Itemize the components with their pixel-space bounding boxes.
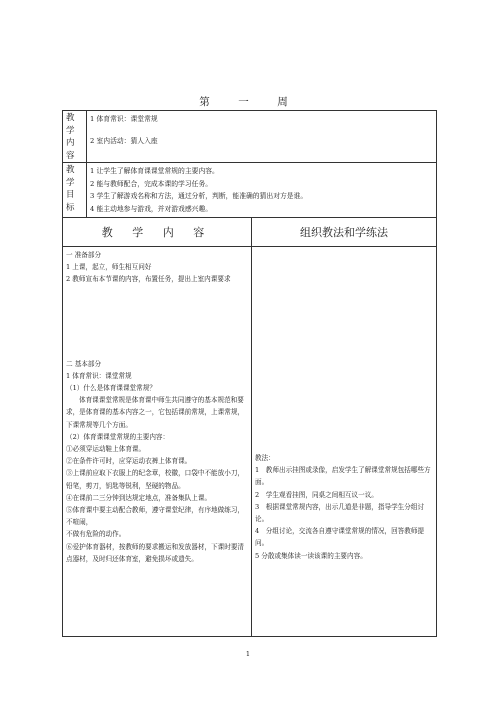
method-item: 2 学生观看挂图，同桌之间相互议一议。 [255, 490, 378, 499]
goal-content-cell [87, 163, 437, 218]
task-content-cell [87, 111, 437, 163]
task-label-cell [63, 111, 87, 163]
basic-title: 二 基本部分 [66, 359, 102, 368]
method-item: 1 教师出示挂图或录像，启发学生了解课堂常规包括哪些方面。 [255, 466, 431, 487]
rule-item: ④在课前二三分钟到达规定地点，准备集队上课。 [66, 493, 212, 502]
body-row [63, 247, 437, 637]
method-item: 3 根据课堂常规内容，出示几道是非题，指导学生分组讨论。 [255, 502, 425, 524]
prep-title: 一 准备部分 [66, 251, 102, 259]
page-title: 第 一 周 [199, 96, 297, 108]
prep-item: 2 教师宣布本节课的内容，布置任务，提出上室内课要求 [66, 275, 231, 284]
method-title: 教法： [255, 454, 275, 462]
task-line: 2 室内活动：猜人入座 [90, 136, 158, 145]
prep-item: 1 上课，起立，师生相互问好 [66, 263, 152, 272]
rule-item: ③上课前应取下衣服上的纪念章，校徽，口袋中不能放小刀，铅笔，剪刀，钥匙等锐利，坚硬的物品。 [66, 469, 245, 490]
rule-item: ②在条件许可时，应穿运动衣裤上体育课。 [66, 457, 192, 466]
rule-item: ①必须穿运动鞋上体育课。 [66, 445, 146, 454]
page-number: 1 [245, 650, 251, 658]
goal-row [63, 163, 437, 218]
header-organization-method: 组织教法和学练法 [252, 218, 437, 247]
basic-paragraph: 体育课课堂常规是体育课中师生共同遵守的基本规范和要求，是体育课的基本内容之一，它包括课前常规，上课常规，下课常规等几个方面。 [66, 396, 245, 429]
teaching-content-cell [63, 247, 252, 637]
goal-label: 教 学 目 标 [66, 165, 75, 213]
basic-question: （2）体育课课堂常规的主要内容： [66, 432, 170, 441]
rule-item: 不做有危险的动作。 [66, 530, 126, 539]
task-line: 1 体育常识：课堂常规 [90, 115, 158, 123]
task-label: 教 学 内 容 [66, 113, 75, 161]
basic-item: 1 体育常识：课堂常规 [66, 371, 132, 380]
goal-line: 1 让学生了解体育课课堂常规的主要内容。 [90, 167, 219, 175]
method-cell [252, 247, 437, 637]
rule-item: ⑥爱护体育器材，按教师的要求搬运和发放器材，下课时要清点器材，及时归还体育室，避免损坏或遗失。 [66, 542, 245, 563]
basic-question: （1）什么是体育课课堂常规？ [66, 384, 156, 393]
header-teaching-content: 教 学 内 容 [63, 218, 252, 247]
task-row [63, 111, 437, 163]
method-item: 4 分组讨论，交流各自遵守课堂常规的情况，回答教师提问。 [255, 527, 425, 548]
rule-item: ⑤体育课中要主动配合教师，遵守课堂纪律，有序地做练习，不喧闹， [66, 506, 245, 527]
header-row [63, 218, 437, 247]
lesson-plan-table [62, 110, 437, 637]
goal-line: 2 能与教师配合，完成本课的学习任务。 [90, 179, 213, 188]
goal-label-cell [63, 163, 87, 218]
goal-line: 3 学生了解游戏名称和方法，通过分析，判断，能准确的猜出对方是谁。 [90, 192, 308, 200]
goal-line: 4 能主动地参与游戏，并对游戏感兴趣。 [90, 204, 213, 213]
method-item: 5 分散或集体读一读该课的主要内容。 [255, 551, 367, 560]
